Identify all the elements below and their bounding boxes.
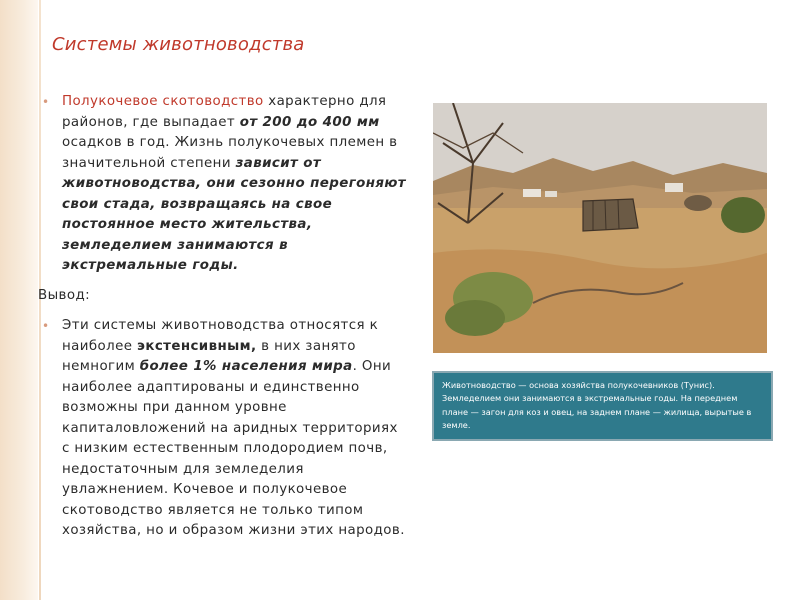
text-span: характерно для районов, где выпадает [62,94,387,130]
bullet-semi-nomadic [38,92,410,277]
text-span: в них занято немногим [62,338,356,374]
text-span: осадков в год. Жизнь полукочевых племен в значительной степени [62,135,398,171]
term-semi-nomadic: Полукочевое скотоводство [62,94,264,109]
photo-caption: Животноводство — основа хозяйства полукочевников (Тунис). Земледелием они занимаются в экстремальные годы. На переднем плане — загон для коз и овец, на заднем плане — жилища, вырытые в земле. [432,371,773,441]
text-span: . Они наиболее адаптированы и единственно возможны при данном уровне капиталовложений на аридных территориях с низким естественным плодородием почв, недостаточным для земледелия увлажнением. Кочевое и полукочевое скотоводство является не только типом хозяйства, но и образом жизни этих народов. [62,359,405,538]
slide-title: Системы животноводства [52,34,305,55]
bullet-marker: • [42,95,50,109]
conclusion-label: Вывод: [38,287,91,303]
emphasis-text: зависит от животноводства, они сезонно перегоняют свои стада, возвращаясь на свое постоянное место жительства, земледелием занимаются в экстремальные годы. [62,155,406,273]
population-share: более 1% населения мира [139,359,353,374]
bullet-conclusion [38,316,410,542]
left-decor-stripe [0,0,38,600]
bullet-marker: • [42,319,50,333]
text-span: Эти системы животноводства относятся к наиболее [62,318,379,354]
precipitation-range: от 200 до 400 мм [239,114,380,130]
slide-body [38,92,410,542]
photo-illustration [433,103,767,353]
term-extensive: экстенсивным, [137,338,257,354]
desert-livestock-photo [433,103,767,353]
